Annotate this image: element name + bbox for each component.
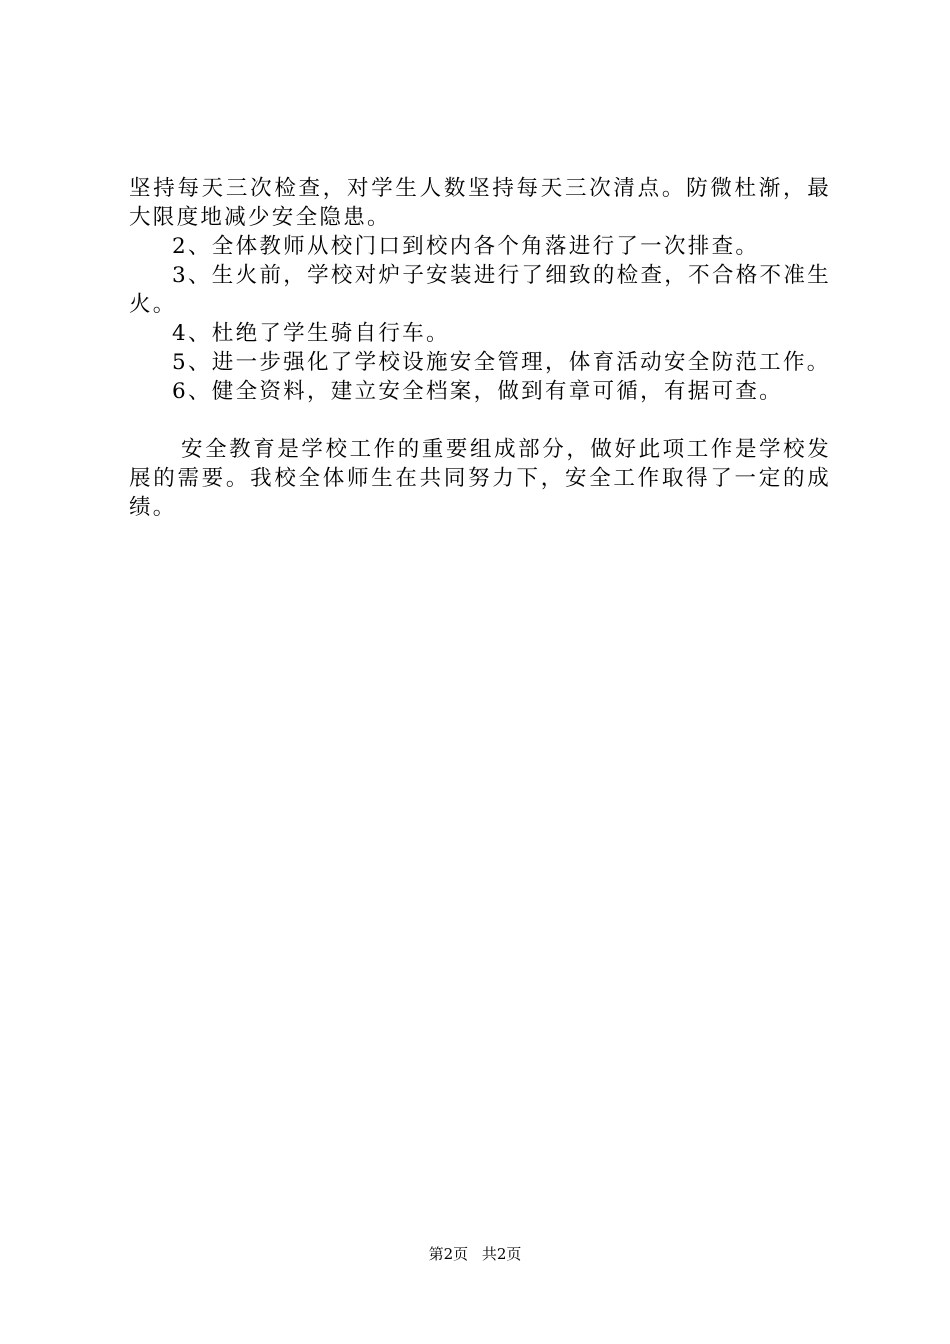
list-item: 2、全体教师从校门口到校内各个角落进行了一次排查。: [172, 234, 760, 259]
page-number: 第2页: [428, 1245, 469, 1263]
document-body: [129, 174, 831, 522]
closing-paragraph: 安全教育是学校工作的重要组成部分，做好此项工作是学校发展的需要。我校全体师生在共同努力下，安全工作取得了一定的成绩。: [129, 437, 831, 520]
page-footer: [0, 1244, 950, 1264]
paragraph-spacer: [129, 406, 831, 435]
list-item: 4、杜绝了学生骑自行车。: [172, 321, 450, 346]
list-item: 6、健全资料，建立安全档案，做到有章可循，有据可查。: [172, 379, 783, 404]
list-item: 5、进一步强化了学校设施安全管理，体育活动安全防范工作。: [172, 350, 831, 375]
continued-paragraph: 坚持每天三次检查，对学生人数坚持每天三次清点。防微杜渐，最大限度地减少安全隐患。: [129, 176, 831, 230]
list-item: 3、生火前，学校对炉子安装进行了细致的检查，不合格不准生火。: [129, 263, 831, 317]
page-total: 共2页: [481, 1245, 522, 1263]
